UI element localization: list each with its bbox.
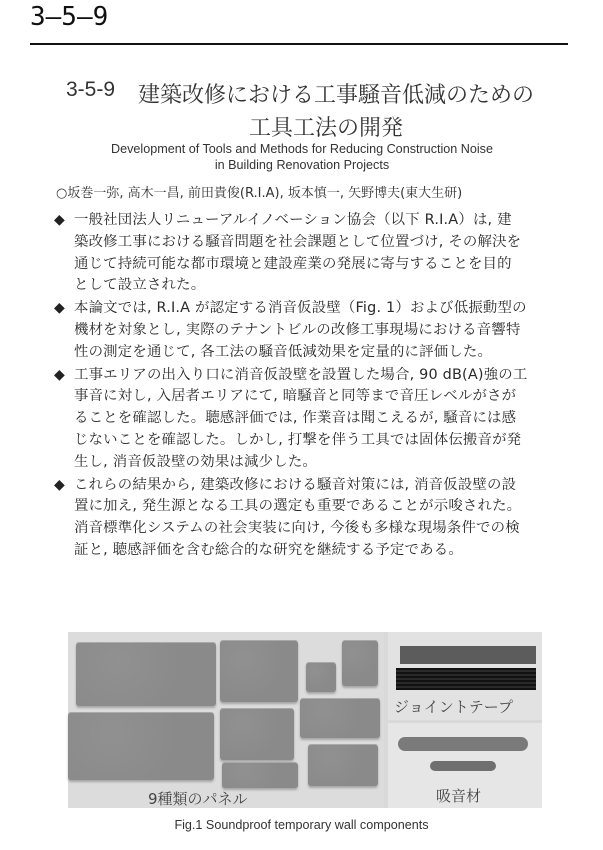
title-english-line2: in Building Renovation Projects [214,158,390,172]
abstract-bullets [56,210,556,562]
bullet-item [56,298,556,363]
bullet-line: これらの結果から, 建築改修における騒音対策には, 消音仮設壁の設 [74,476,517,493]
title-japanese-line1: 建築改修における工事騒音低減のための [138,83,535,108]
bullet-line: 本論文では, R.I.A が認定する消音仮設壁（Fig. 1）および低振動型の [74,300,527,317]
bullet-item [56,365,556,474]
sound-panel [342,640,378,686]
bullet-item [56,210,556,297]
figure-caption: Fig.1 Soundproof temporary wall components [174,818,429,832]
sound-panel [306,662,336,692]
joint-tape-photo [388,632,542,720]
absorber-label: 吸音材 [436,787,482,805]
sound-panel [308,744,378,786]
panels-photo [68,632,384,808]
authors: ○坂巻一弥, 高木一昌, 前田貴俊(R.I.A), 坂本慎一, 矢野博夫(東大生研) [56,186,463,201]
sound-panel [300,698,380,738]
bullet-line: 消音標準化システムの社会実装に向け, 今後も多様な現場条件での検 [74,520,520,537]
absorber-piece [430,761,496,771]
bullet-item [56,475,556,562]
bullet-line: 機材を対象とし, 実際のテナントビルの改修工事現場における音響特 [74,321,521,338]
bullet-line: 証と, 聴感評価を含む総合的な研究を継続する予定である。 [74,541,463,558]
title-english [40,141,564,173]
bullet-line: 工事エリアの出入り口に消音仮設壁を設置した場合, 90 dB(A)強の工 [74,366,528,383]
diamond-bullet-icon: ◆ [54,300,65,317]
section-rule [30,43,568,45]
absorber-piece [398,737,528,751]
bullet-line: 置に加え, 発生源となる工具の選定も重要であることが示唆された。 [74,498,522,515]
sound-panel [220,708,294,760]
bullet-line: 通じて持続可能な都市環境と建設産業の発展に寄与することを目的 [74,255,512,272]
figure-1 [68,632,542,808]
bullet-line: として設立された。 [74,277,206,294]
bullet-line: 性の測定を通じて, 各工法の騒音低減効果を定量的に評価した。 [74,343,493,360]
title-english-line1: Development of Tools and Methods for Reducing Construction Noise [111,142,493,156]
section-number: 3–5–9 [30,2,109,32]
panels-label: 9種類のパネル [148,790,248,808]
diamond-bullet-icon: ◆ [54,476,65,493]
bullet-line: 築改修工事における騒音問題を社会課題として位置づけ, その解決を [74,233,522,250]
sound-panel [220,640,298,702]
bullet-line: 生し, 消音仮設壁の効果は減少した。 [74,453,317,470]
absorber-photo [388,723,542,808]
title-number: 3-5-9 [66,78,116,101]
joint-tape-label: ジョイントテープ [394,698,513,716]
diamond-bullet-icon: ◆ [54,212,65,228]
title-japanese-line2: 工具工法の開発 [248,116,403,141]
bullet-line: ることを確認した。聴感評価では, 作業音は聞こえるが, 騒音には感 [74,410,517,427]
joint-tape-strip [396,668,536,690]
sound-panel [68,712,214,780]
joint-tape-strip [400,646,536,664]
diamond-bullet-icon: ◆ [54,366,65,383]
bullet-line: 一般社団法人リニューアルイノベーション協会（以下 R.I.A）は, 建 [74,212,512,228]
bullet-line: 事音に対し, 入居者エリアにて, 暗騒音と同等まで音圧レベルがさが [74,388,517,405]
sound-panel [222,762,298,788]
sound-panel [76,642,216,706]
bullet-line: じないことを確認した。しかし, 打撃を伴う工具では固体伝搬音が発 [74,431,522,448]
